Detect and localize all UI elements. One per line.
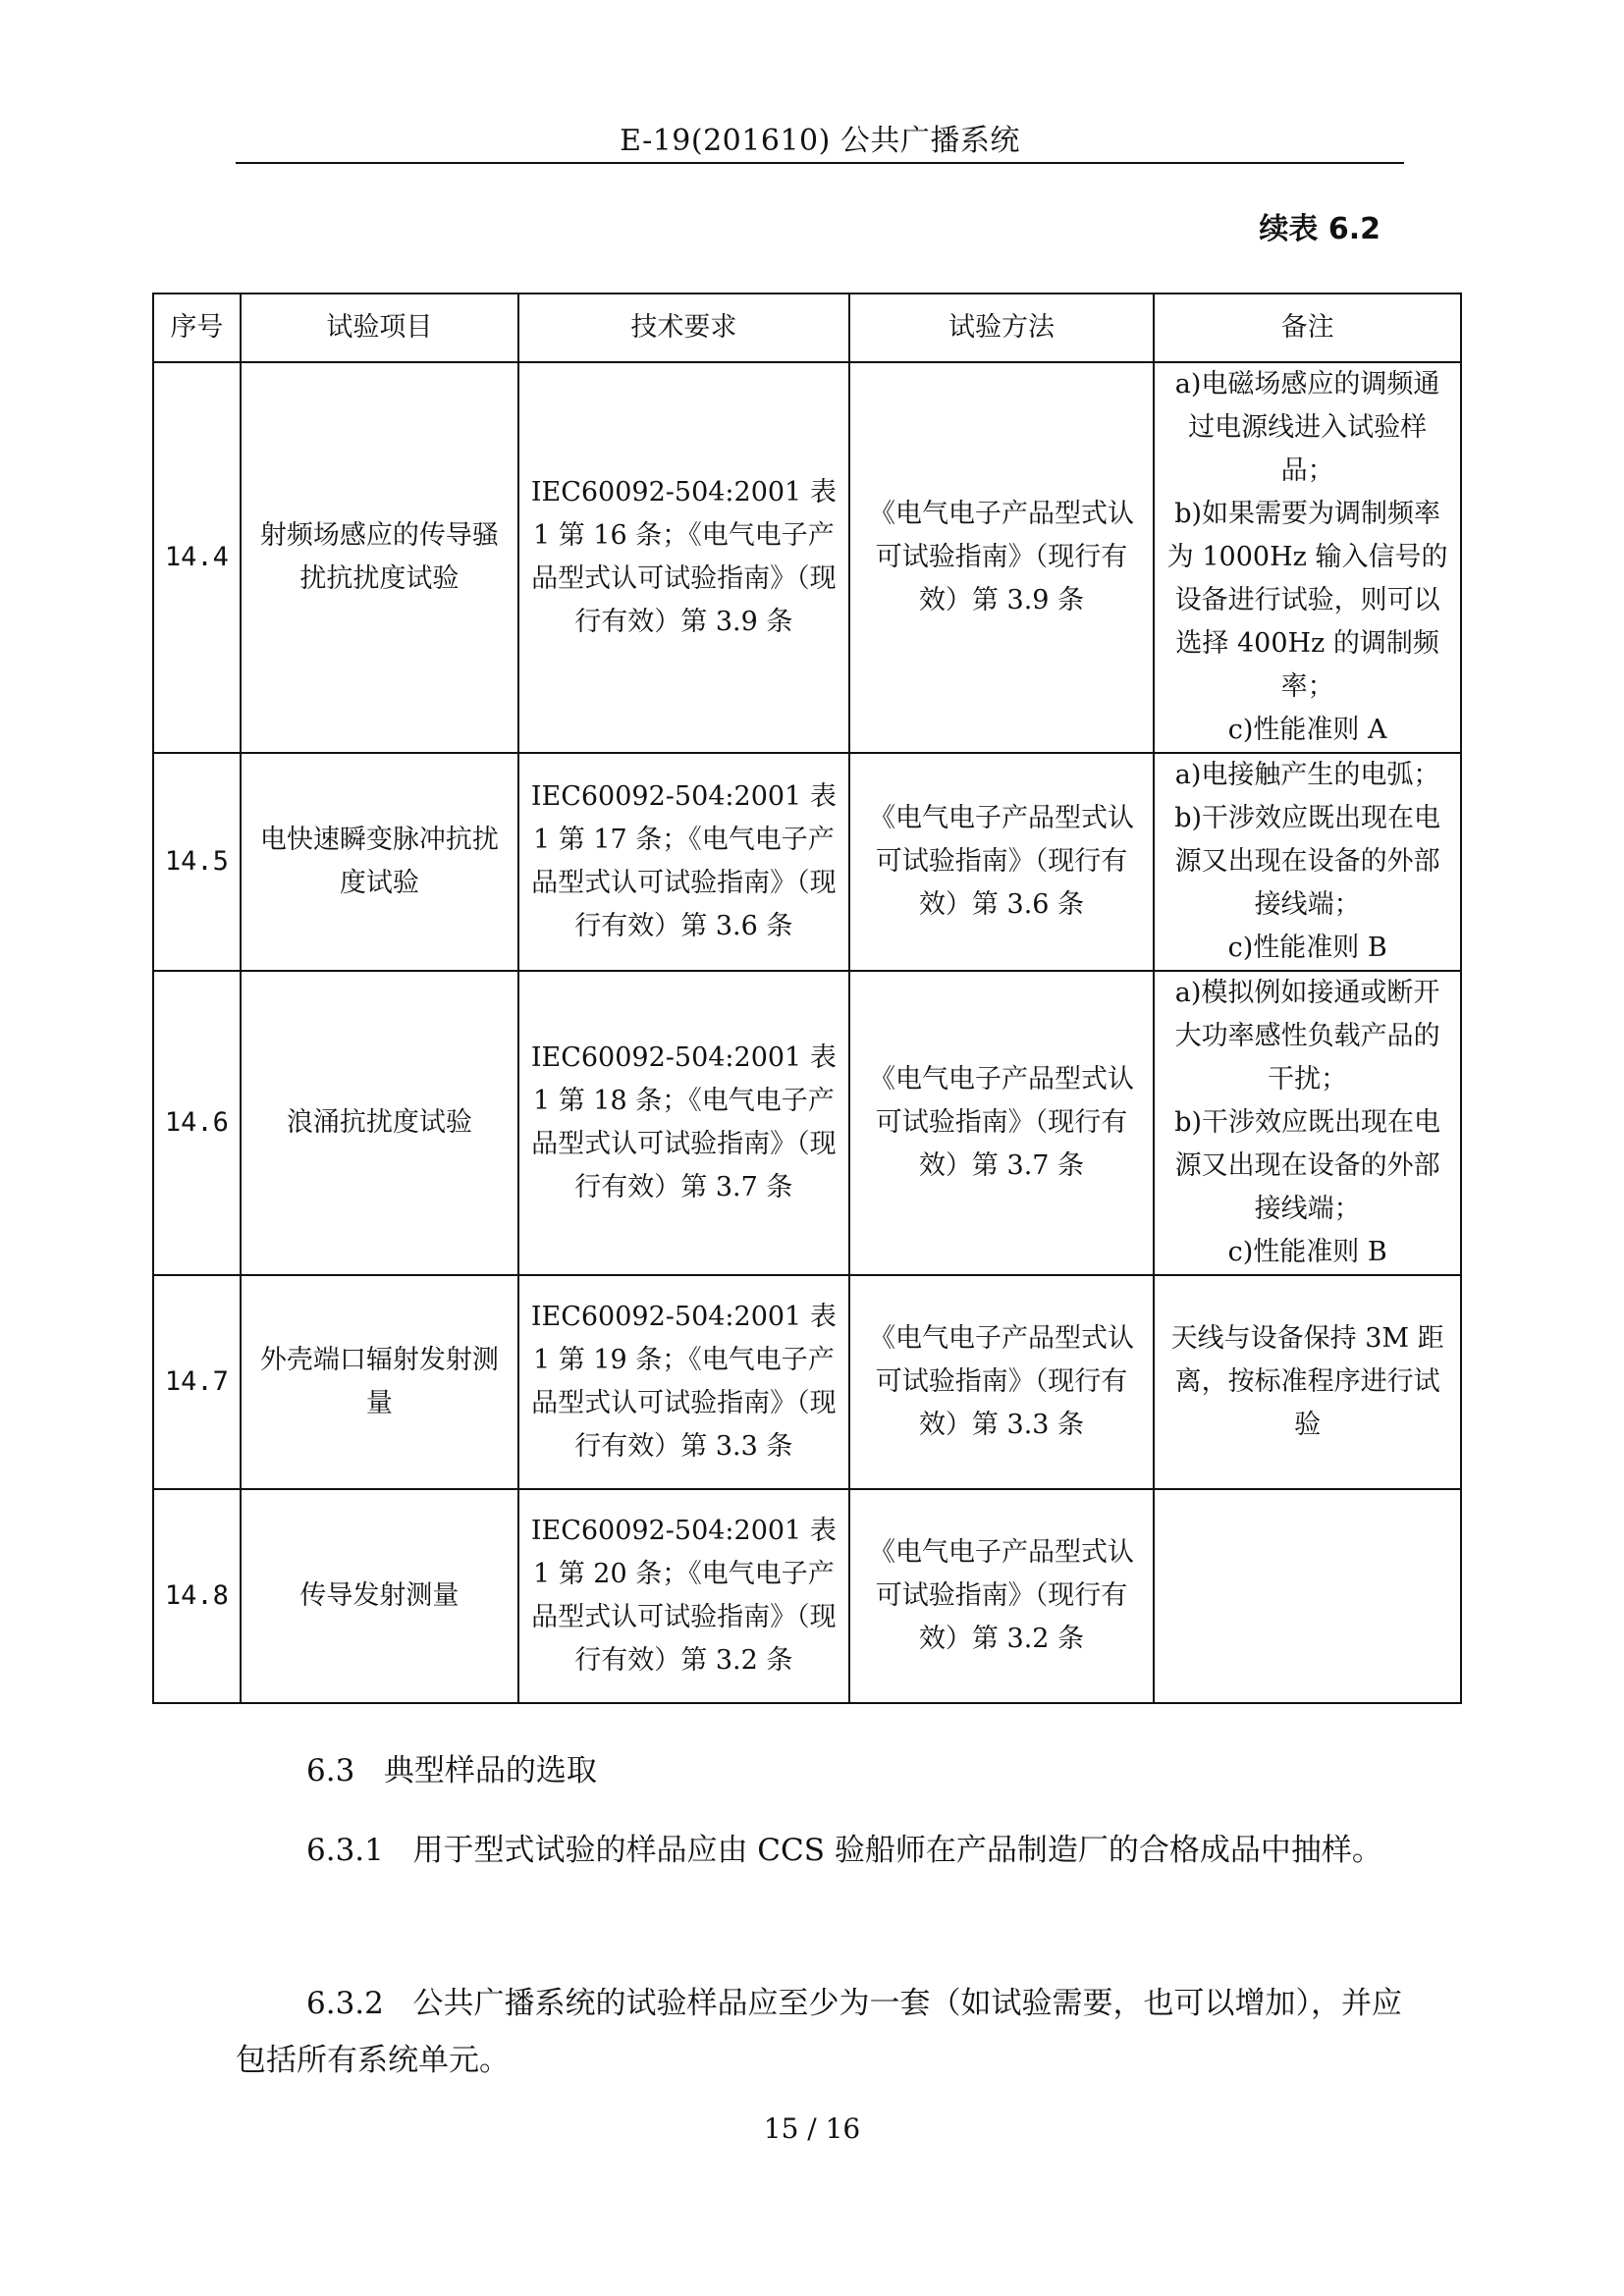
table-row xyxy=(153,753,1461,971)
note-line: c)性能准则 B xyxy=(1227,933,1387,963)
note-line: 天线与设备保持 3M 距离，按标准程序进行试验 xyxy=(1170,1323,1444,1440)
row-method: 《电气电子产品型式认可试验指南》（现行有效）第 3.7 条 xyxy=(849,971,1155,1275)
note-line: b)干涉效应既出现在电源又出现在设备的外部接线端； xyxy=(1174,803,1441,920)
document-header: E-19(201610) 公共广播系统 xyxy=(620,124,1020,158)
header-tech: 技术要求 xyxy=(518,294,849,362)
header-rule xyxy=(236,162,1404,164)
table-row xyxy=(153,362,1461,753)
note-line: c)性能准则 A xyxy=(1227,715,1387,745)
row-item: 射频场感应的传导骚扰抗扰度试验 xyxy=(241,362,518,753)
row-item: 外壳端口辐射发射测量 xyxy=(241,1275,518,1489)
row-method: 《电气电子产品型式认可试验指南》（现行有效）第 3.9 条 xyxy=(849,362,1155,753)
row-no: 14.7 xyxy=(153,1275,241,1489)
header-item: 试验项目 xyxy=(241,294,518,362)
row-tech: IEC60092-504:2001 表 1 第 18 条；《电气电子产品型式认可试验指南》（现行有效）第 3.7 条 xyxy=(518,971,849,1275)
table-row xyxy=(153,971,1461,1275)
row-notes xyxy=(1154,753,1461,971)
row-no: 14.6 xyxy=(153,971,241,1275)
row-item: 浪涌抗扰度试验 xyxy=(241,971,518,1275)
row-notes-empty xyxy=(1154,1489,1461,1703)
table-caption: 续表 6.2 xyxy=(1259,212,1380,246)
header-no: 序号 xyxy=(153,294,241,362)
row-method: 《电气电子产品型式认可试验指南》（现行有效）第 3.2 条 xyxy=(849,1489,1155,1703)
row-notes xyxy=(1154,971,1461,1275)
paragraph-6-3-1 xyxy=(236,1822,1404,1879)
paragraph-6-3-2 xyxy=(236,1975,1404,2089)
row-notes xyxy=(1154,1275,1461,1489)
note-line: a)电磁场感应的调频通过电源线进入试验样品； xyxy=(1174,369,1440,486)
row-tech: IEC60092-504:2001 表 1 第 17 条；《电气电子产品型式认可试验指南》（现行有效）第 3.6 条 xyxy=(518,753,849,971)
paragraph-number: 6.3.1 xyxy=(306,1833,384,1868)
note-line: b)如果需要为调制频率为 1000Hz 输入信号的设备进行试验，则可以选择 400Hz 的调制频率； xyxy=(1166,499,1448,702)
note-line: c)性能准则 B xyxy=(1227,1237,1387,1267)
paragraph-text: 公共广播系统的试验样品应至少为一套（如试验需要，也可以增加），并应包括所有系统单元。 xyxy=(236,1986,1402,2078)
row-no: 14.8 xyxy=(153,1489,241,1703)
row-method: 《电气电子产品型式认可试验指南》（现行有效）第 3.3 条 xyxy=(849,1275,1155,1489)
row-method: 《电气电子产品型式认可试验指南》（现行有效）第 3.6 条 xyxy=(849,753,1155,971)
note-line: a)模拟例如接通或断开大功率感性负载产品的干扰； xyxy=(1174,978,1440,1095)
row-item: 电快速瞬变脉冲抗扰度试验 xyxy=(241,753,518,971)
paragraph-number: 6.3.2 xyxy=(306,1986,384,2021)
header-method: 试验方法 xyxy=(849,294,1155,362)
page-number: 15 / 16 xyxy=(763,2112,861,2145)
section-number: 6.3 xyxy=(306,1753,355,1789)
row-tech: IEC60092-504:2001 表 1 第 19 条；《电气电子产品型式认可试验指南》（现行有效）第 3.3 条 xyxy=(518,1275,849,1489)
section-title: 典型样品的选取 xyxy=(383,1753,597,1789)
test-spec-table xyxy=(152,293,1462,1704)
table-row xyxy=(153,1489,1461,1703)
table-header-row xyxy=(153,294,1461,362)
row-notes xyxy=(1154,362,1461,753)
row-item: 传导发射测量 xyxy=(241,1489,518,1703)
table-row xyxy=(153,1275,1461,1489)
note-line: a)电接触产生的电弧； xyxy=(1174,760,1440,790)
header-notes: 备注 xyxy=(1154,294,1461,362)
paragraph-text: 用于型式试验的样品应由 CCS 验船师在产品制造厂的合格成品中抽样。 xyxy=(412,1833,1382,1868)
row-no: 14.4 xyxy=(153,362,241,753)
row-no: 14.5 xyxy=(153,753,241,971)
note-line: b)干涉效应既出现在电源又出现在设备的外部接线端； xyxy=(1174,1107,1441,1224)
row-tech: IEC60092-504:2001 表 1 第 16 条；《电气电子产品型式认可试验指南》（现行有效）第 3.9 条 xyxy=(518,362,849,753)
section-heading xyxy=(306,1742,1475,1799)
row-tech: IEC60092-504:2001 表 1 第 20 条；《电气电子产品型式认可试验指南》（现行有效）第 3.2 条 xyxy=(518,1489,849,1703)
